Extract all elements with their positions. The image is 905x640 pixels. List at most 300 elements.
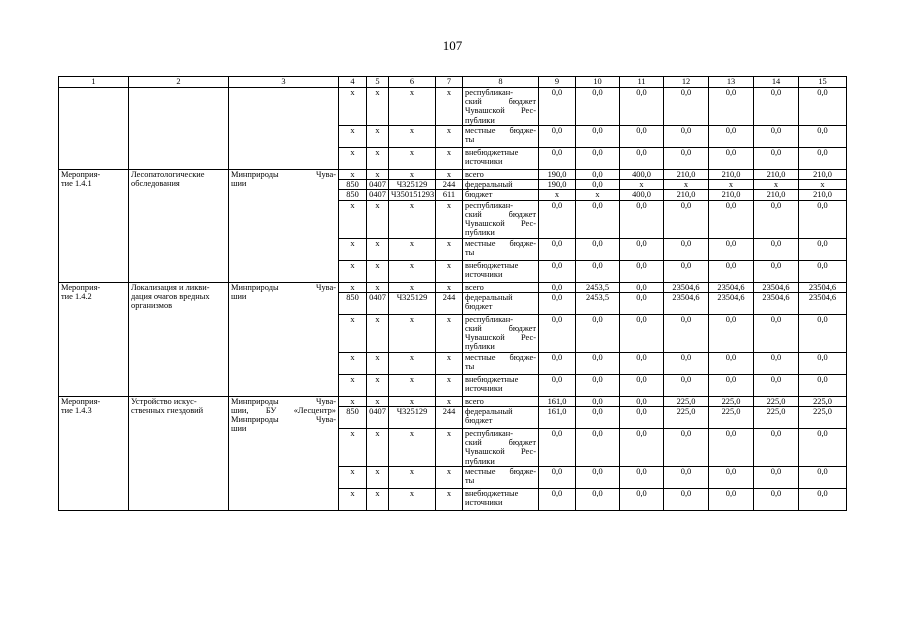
amount-cell: 0,0 — [799, 314, 847, 352]
amount-cell: 0,0 — [539, 292, 576, 314]
amount-cell: 0,0 — [620, 314, 664, 352]
amount-cell: 400,0 — [620, 170, 664, 180]
section-cell: 0407 — [367, 407, 389, 429]
amount-cell: 225,0 — [664, 396, 709, 406]
amount-cell: 0,0 — [754, 314, 799, 352]
amount-cell: 0,0 — [539, 200, 576, 238]
amount-cell: 0,0 — [620, 238, 664, 260]
amount-cell: 0,0 — [709, 352, 754, 374]
measure-name-cell — [129, 170, 229, 283]
header-cell: 9 — [539, 77, 576, 88]
cell-text: ственных гнездовий — [131, 406, 204, 416]
cell-text: местные бюдже- — [465, 238, 536, 248]
target-article-cell: Ч325129 — [389, 407, 436, 429]
grbs-cell: x — [339, 260, 367, 282]
target-article-cell: x — [389, 374, 436, 396]
cell-text: местные бюдже- — [465, 467, 536, 477]
cell-text: Лесопатологические — [131, 170, 205, 179]
page-number: 107 — [442, 38, 463, 53]
amount-cell: 210,0 — [709, 190, 754, 200]
measure-cell — [59, 88, 129, 170]
section-cell: x — [367, 396, 389, 406]
cell-text: ский бюджет — [465, 438, 536, 448]
cell-text: Чувашской Рес- — [465, 106, 536, 116]
amount-cell: 0,0 — [620, 489, 664, 511]
expense-type-cell: x — [436, 314, 463, 352]
header-cell: 13 — [709, 77, 754, 88]
cell-text: Локализация и ликви- — [131, 282, 210, 292]
amount-cell: 0,0 — [709, 88, 754, 126]
cell-text: ты — [465, 476, 475, 486]
expense-type-cell: x — [436, 489, 463, 511]
amount-cell: 0,0 — [620, 467, 664, 489]
amount-cell: 0,0 — [709, 374, 754, 396]
amount-cell: 225,0 — [664, 407, 709, 429]
target-article-cell: x — [389, 88, 436, 126]
table-row — [59, 396, 847, 406]
amount-cell: 0,0 — [576, 489, 620, 511]
section-cell: x — [367, 88, 389, 126]
expense-type-cell: x — [436, 238, 463, 260]
funding-source-cell — [463, 407, 539, 429]
cell-text: дация очагов вредных — [131, 291, 210, 301]
amount-cell: 0,0 — [620, 260, 664, 282]
expense-type-cell: x — [436, 396, 463, 406]
amount-cell: 0,0 — [620, 148, 664, 170]
section-cell: x — [367, 282, 389, 292]
cell-text: всего — [465, 396, 484, 406]
cell-text: местные бюдже- — [465, 352, 536, 362]
amount-cell: 0,0 — [576, 396, 620, 406]
header-row — [59, 77, 847, 88]
cell-text: шии — [231, 424, 247, 434]
amount-cell: 0,0 — [754, 489, 799, 511]
cell-text: внебюджетные — [465, 148, 519, 157]
header-cell: 7 — [436, 77, 463, 88]
cell-text: Мероприя- — [61, 396, 101, 406]
cell-text: Чувашской Рес- — [465, 219, 536, 229]
grbs-cell: x — [339, 282, 367, 292]
header-cell: 15 — [799, 77, 847, 88]
amount-cell: 0,0 — [576, 200, 620, 238]
measure-cell — [59, 282, 129, 396]
amount-cell: 0,0 — [539, 489, 576, 511]
target-article-cell: Ч325129 — [389, 180, 436, 190]
amount-cell: 0,0 — [620, 396, 664, 406]
amount-cell: 210,0 — [709, 170, 754, 180]
cell-text: шии — [231, 291, 247, 301]
expense-type-cell: x — [436, 148, 463, 170]
grbs-cell: 850 — [339, 407, 367, 429]
cell-text: ты — [465, 135, 475, 145]
amount-cell: 0,0 — [754, 374, 799, 396]
measure-name-cell — [129, 396, 229, 510]
amount-cell: 190,0 — [539, 180, 576, 190]
header-cell: 12 — [664, 77, 709, 88]
cell-text: ский бюджет — [465, 97, 536, 107]
amount-cell: 0,0 — [709, 238, 754, 260]
target-article-cell: x — [389, 282, 436, 292]
funding-source-cell — [463, 88, 539, 126]
cell-text: публики — [465, 342, 495, 352]
amount-cell: 0,0 — [539, 352, 576, 374]
amount-cell: 0,0 — [754, 148, 799, 170]
funding-source-cell — [463, 126, 539, 148]
grbs-cell: x — [339, 374, 367, 396]
amount-cell: x — [709, 180, 754, 190]
header-cell: 14 — [754, 77, 799, 88]
funding-source-cell — [463, 429, 539, 467]
amount-cell: 0,0 — [709, 467, 754, 489]
cell-text: республикан- — [465, 314, 514, 324]
target-article-cell: x — [389, 200, 436, 238]
cell-text: бюджет — [465, 302, 493, 312]
cell-text: публики — [465, 456, 495, 466]
header-cell: 11 — [620, 77, 664, 88]
expense-type-cell: x — [436, 88, 463, 126]
cell-text: Минприроды Чува- — [231, 415, 336, 425]
amount-cell: 0,0 — [664, 314, 709, 352]
cell-text: республикан- — [465, 88, 514, 97]
amount-cell: 0,0 — [620, 282, 664, 292]
amount-cell: 0,0 — [664, 148, 709, 170]
amount-cell: x — [620, 180, 664, 190]
cell-text: всего — [465, 170, 484, 179]
amount-cell: 0,0 — [799, 260, 847, 282]
measure-cell — [59, 396, 129, 510]
section-cell: x — [367, 467, 389, 489]
amount-cell: 0,0 — [709, 314, 754, 352]
amount-cell: 0,0 — [664, 467, 709, 489]
cell-text: республикан- — [465, 429, 514, 439]
amount-cell: 0,0 — [754, 260, 799, 282]
grbs-cell: 850 — [339, 180, 367, 190]
cell-text: федеральный — [465, 180, 513, 190]
amount-cell: 0,0 — [539, 148, 576, 170]
grbs-cell: x — [339, 352, 367, 374]
amount-cell: 0,0 — [576, 407, 620, 429]
amount-cell: 0,0 — [664, 352, 709, 374]
cell-text: обследования — [131, 179, 180, 189]
grbs-cell: x — [339, 88, 367, 126]
amount-cell: 0,0 — [539, 238, 576, 260]
funding-source-cell — [463, 467, 539, 489]
header-cell: 10 — [576, 77, 620, 88]
amount-cell: 225,0 — [754, 407, 799, 429]
amount-cell: 0,0 — [754, 467, 799, 489]
amount-cell: 161,0 — [539, 396, 576, 406]
amount-cell: 0,0 — [799, 374, 847, 396]
section-cell: x — [367, 314, 389, 352]
amount-cell: x — [664, 180, 709, 190]
section-cell: x — [367, 126, 389, 148]
amount-cell: 0,0 — [620, 407, 664, 429]
amount-cell: 0,0 — [539, 429, 576, 467]
cell-text: источники — [465, 269, 503, 279]
expense-type-cell: x — [436, 282, 463, 292]
funding-source-cell — [463, 314, 539, 352]
section-cell: x — [367, 238, 389, 260]
funding-source-cell — [463, 489, 539, 511]
amount-cell: 0,0 — [576, 352, 620, 374]
funding-source-cell — [463, 200, 539, 238]
amount-cell: 0,0 — [620, 292, 664, 314]
amount-cell: x — [576, 190, 620, 200]
amount-cell: 0,0 — [799, 467, 847, 489]
amount-cell: x — [799, 180, 847, 190]
amount-cell: 0,0 — [754, 238, 799, 260]
cell-text: ский бюджет — [465, 324, 536, 334]
amount-cell: 0,0 — [799, 429, 847, 467]
header-cell: 3 — [229, 77, 339, 88]
amount-cell: 225,0 — [709, 396, 754, 406]
amount-cell: 210,0 — [799, 190, 847, 200]
amount-cell: 2453,5 — [576, 292, 620, 314]
amount-cell: 0,0 — [576, 374, 620, 396]
amount-cell: 0,0 — [539, 374, 576, 396]
cell-text: федеральный — [465, 407, 513, 417]
funding-source-cell — [463, 260, 539, 282]
measure-cell — [59, 170, 129, 283]
grbs-cell: x — [339, 238, 367, 260]
section-cell: 0407 — [367, 292, 389, 314]
section-cell: 0407 — [367, 180, 389, 190]
grbs-cell: x — [339, 429, 367, 467]
amount-cell: 0,0 — [620, 352, 664, 374]
cell-text: публики — [465, 115, 495, 125]
cell-text: тие 1.4.2 — [61, 291, 92, 301]
amount-cell: 0,0 — [620, 88, 664, 126]
cell-text: Чувашской Рес- — [465, 333, 536, 343]
cell-text: шии — [231, 179, 247, 189]
header-cell: 8 — [463, 77, 539, 88]
measure-name-cell — [129, 88, 229, 170]
amount-cell: 0,0 — [799, 148, 847, 170]
grbs-cell: x — [339, 126, 367, 148]
amount-cell: 0,0 — [664, 238, 709, 260]
amount-cell: 0,0 — [576, 126, 620, 148]
header-cell: 6 — [389, 77, 436, 88]
amount-cell: 210,0 — [799, 170, 847, 180]
funding-source-cell — [463, 352, 539, 374]
funding-source-cell — [463, 180, 539, 190]
amount-cell: 0,0 — [576, 429, 620, 467]
cell-text: ский бюджет — [465, 209, 536, 219]
amount-cell: 0,0 — [709, 489, 754, 511]
amount-cell: 210,0 — [754, 190, 799, 200]
target-article-cell: x — [389, 260, 436, 282]
section-cell: x — [367, 200, 389, 238]
amount-cell: 23504,6 — [664, 292, 709, 314]
executor-cell — [229, 282, 339, 396]
amount-cell: 400,0 — [620, 190, 664, 200]
header-cell: 5 — [367, 77, 389, 88]
table-row — [59, 88, 847, 126]
expense-type-cell: 244 — [436, 180, 463, 190]
amount-cell: 23504,6 — [754, 282, 799, 292]
grbs-cell: x — [339, 314, 367, 352]
amount-cell: 23504,6 — [709, 292, 754, 314]
section-cell: x — [367, 489, 389, 511]
cell-text: шии, БУ «Лесцентр» — [231, 406, 336, 416]
cell-text: Минприроды Чува- — [231, 396, 336, 406]
expense-type-cell: x — [436, 170, 463, 180]
funding-source-cell — [463, 148, 539, 170]
amount-cell: 0,0 — [576, 88, 620, 126]
amount-cell: 0,0 — [576, 170, 620, 180]
amount-cell: 0,0 — [539, 126, 576, 148]
amount-cell: 0,0 — [709, 429, 754, 467]
amount-cell: 225,0 — [754, 396, 799, 406]
grbs-cell: 850 — [339, 292, 367, 314]
expense-type-cell: 244 — [436, 407, 463, 429]
cell-text: внебюджетные — [465, 260, 519, 270]
amount-cell: 0,0 — [754, 429, 799, 467]
target-article-cell: x — [389, 352, 436, 374]
target-article-cell: Ч325129 — [389, 292, 436, 314]
cell-text: Устройство искус- — [131, 396, 197, 406]
grbs-cell: x — [339, 489, 367, 511]
target-article-cell: x — [389, 238, 436, 260]
header-cell: 2 — [129, 77, 229, 88]
expense-type-cell: 611 — [436, 190, 463, 200]
amount-cell: 23504,6 — [799, 292, 847, 314]
amount-cell: 0,0 — [576, 314, 620, 352]
grbs-cell: x — [339, 200, 367, 238]
section-cell: x — [367, 170, 389, 180]
amount-cell: 23504,6 — [709, 282, 754, 292]
funding-source-cell — [463, 374, 539, 396]
amount-cell: 0,0 — [664, 374, 709, 396]
amount-cell: 225,0 — [799, 407, 847, 429]
amount-cell: 0,0 — [576, 180, 620, 190]
expense-type-cell: x — [436, 467, 463, 489]
amount-cell: 0,0 — [709, 148, 754, 170]
cell-text: Минприроды Чува- — [231, 282, 336, 292]
table-body — [59, 88, 847, 511]
cell-text: внебюджетные — [465, 374, 519, 384]
amount-cell: 0,0 — [576, 260, 620, 282]
amount-cell: 0,0 — [539, 282, 576, 292]
header-cell: 1 — [59, 77, 129, 88]
table-row — [59, 170, 847, 180]
expense-type-cell: 244 — [436, 292, 463, 314]
cell-text: внебюджетные — [465, 489, 519, 499]
expense-type-cell: x — [436, 126, 463, 148]
cell-text: ты — [465, 362, 475, 372]
expense-type-cell: x — [436, 374, 463, 396]
target-article-cell: x — [389, 170, 436, 180]
executor-cell — [229, 396, 339, 510]
section-cell: 0407 — [367, 190, 389, 200]
cell-text: ты — [465, 247, 475, 257]
target-article-cell: x — [389, 126, 436, 148]
table-row — [59, 282, 847, 292]
target-article-cell: x — [389, 396, 436, 406]
amount-cell: 0,0 — [664, 260, 709, 282]
amount-cell: 0,0 — [664, 88, 709, 126]
cell-text: тие 1.4.1 — [61, 179, 92, 189]
funding-source-cell — [463, 282, 539, 292]
funding-source-cell — [463, 292, 539, 314]
amount-cell: 0,0 — [709, 200, 754, 238]
cell-text: бюджет — [465, 416, 493, 426]
section-cell: x — [367, 429, 389, 467]
amount-cell: 210,0 — [664, 170, 709, 180]
cell-text: публики — [465, 228, 495, 238]
section-cell: x — [367, 148, 389, 170]
cell-text: Чувашской Рес- — [465, 447, 536, 457]
amount-cell: 0,0 — [709, 260, 754, 282]
amount-cell: 0,0 — [620, 126, 664, 148]
amount-cell: 23504,6 — [664, 282, 709, 292]
expense-type-cell: x — [436, 200, 463, 238]
expense-type-cell: x — [436, 352, 463, 374]
amount-cell: 0,0 — [539, 260, 576, 282]
grbs-cell: x — [339, 148, 367, 170]
amount-cell: 225,0 — [799, 396, 847, 406]
amount-cell: x — [539, 190, 576, 200]
amount-cell: 0,0 — [754, 88, 799, 126]
budget-table — [58, 76, 847, 511]
grbs-cell: x — [339, 170, 367, 180]
cell-text: организмов — [131, 301, 173, 311]
target-article-cell: x — [389, 429, 436, 467]
section-cell: x — [367, 260, 389, 282]
amount-cell: 0,0 — [539, 314, 576, 352]
amount-cell: 0,0 — [620, 374, 664, 396]
amount-cell: 0,0 — [799, 238, 847, 260]
target-article-cell: Ч350151293 — [389, 190, 436, 200]
amount-cell: 0,0 — [539, 467, 576, 489]
target-article-cell: x — [389, 467, 436, 489]
amount-cell: 0,0 — [576, 467, 620, 489]
executor-cell — [229, 170, 339, 283]
cell-text: Мероприя- — [61, 282, 101, 292]
executor-cell — [229, 88, 339, 170]
cell-text: Минприроды Чува- — [231, 170, 336, 179]
amount-cell: 225,0 — [709, 407, 754, 429]
amount-cell: 23504,6 — [754, 292, 799, 314]
target-article-cell: x — [389, 148, 436, 170]
amount-cell: 0,0 — [799, 352, 847, 374]
amount-cell: 210,0 — [664, 190, 709, 200]
funding-source-cell — [463, 170, 539, 180]
amount-cell: 0,0 — [799, 200, 847, 238]
amount-cell: 0,0 — [664, 200, 709, 238]
amount-cell: 0,0 — [539, 88, 576, 126]
amount-cell: 0,0 — [754, 126, 799, 148]
amount-cell: 0,0 — [799, 126, 847, 148]
amount-cell: x — [754, 180, 799, 190]
amount-cell: 0,0 — [799, 88, 847, 126]
cell-text: источники — [465, 157, 503, 167]
grbs-cell: x — [339, 467, 367, 489]
amount-cell: 0,0 — [799, 489, 847, 511]
cell-text: всего — [465, 282, 484, 292]
section-cell: x — [367, 374, 389, 396]
amount-cell: 0,0 — [754, 200, 799, 238]
cell-text: федеральный — [465, 292, 513, 302]
amount-cell: 0,0 — [709, 126, 754, 148]
funding-source-cell — [463, 396, 539, 406]
target-article-cell: x — [389, 489, 436, 511]
amount-cell: 0,0 — [664, 429, 709, 467]
amount-cell: 0,0 — [754, 352, 799, 374]
amount-cell: 0,0 — [576, 238, 620, 260]
amount-cell: 0,0 — [620, 200, 664, 238]
cell-text: источники — [465, 498, 503, 508]
